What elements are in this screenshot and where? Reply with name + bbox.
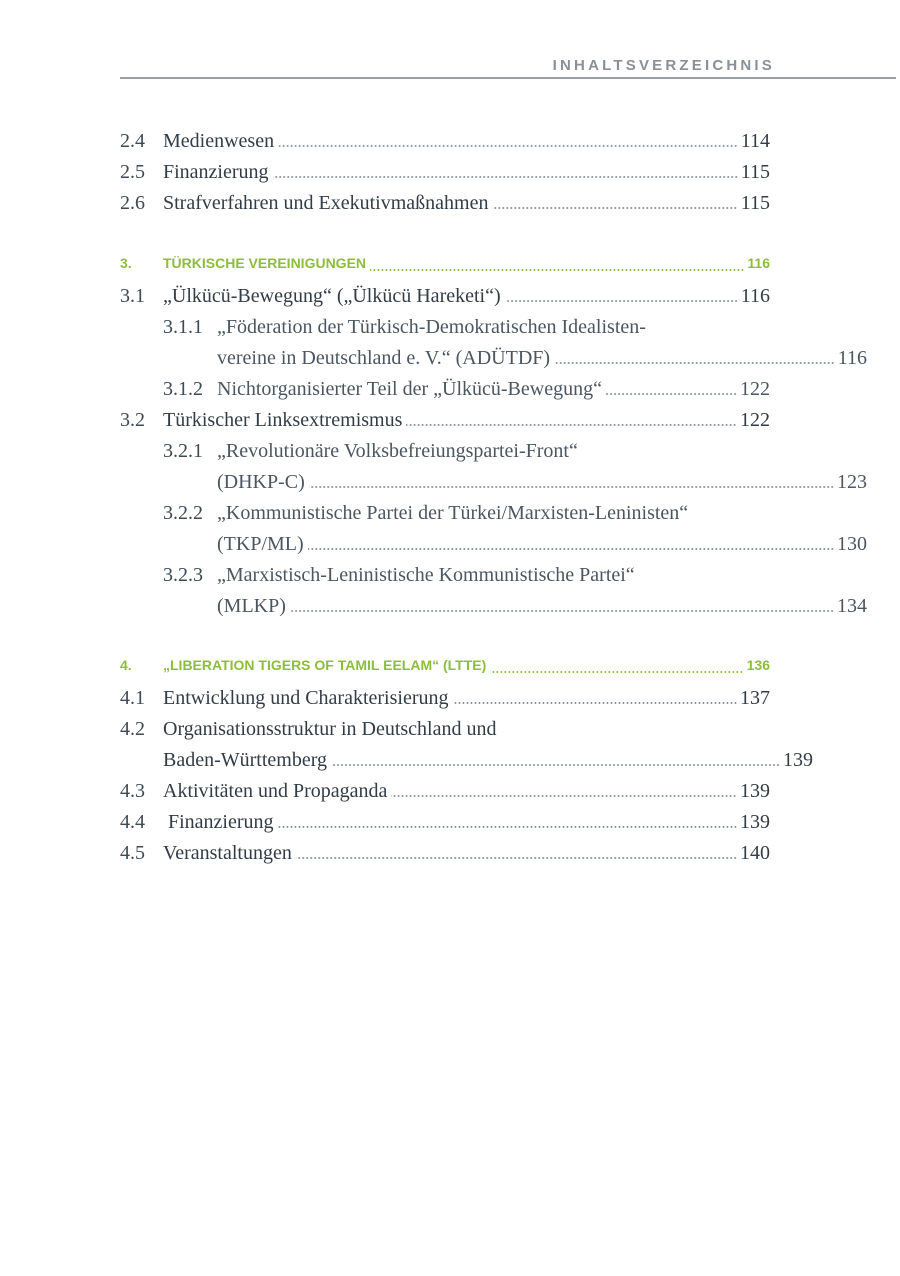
toc-title: „Föderation der Türkisch-Demokratischen Idealisten-: [217, 316, 646, 338]
toc-entry[interactable]: [120, 772, 770, 803]
leader-dots: [505, 300, 738, 302]
toc-number: 3.2: [120, 409, 145, 431]
toc-section-heading[interactable]: [120, 244, 770, 275]
toc-title: Finanzierung: [163, 161, 269, 183]
toc-page: 122: [740, 378, 770, 400]
toc-page: 136: [746, 657, 770, 673]
toc-title: Aktivitäten und Propaganda: [163, 780, 388, 802]
leader-dots: [278, 145, 738, 147]
leader-dots: [296, 857, 737, 859]
toc-entry[interactable]: [120, 184, 770, 215]
toc-entry[interactable]: [120, 494, 770, 525]
toc-number: 4.1: [120, 687, 145, 709]
toc-entry[interactable]: [120, 122, 770, 153]
toc-title: Finanzierung: [163, 811, 274, 833]
toc-page: 139: [740, 811, 770, 833]
toc-entry[interactable]: [120, 556, 770, 587]
toc-page: 137: [740, 687, 770, 709]
toc-number: 4.4: [120, 811, 145, 833]
toc-entry-continuation[interactable]: [120, 741, 813, 772]
toc-page: 116: [837, 347, 867, 369]
toc-entry-continuation[interactable]: [120, 587, 867, 618]
toc-title: „LIBERATION TIGERS OF TAMIL EELAM“ (LTTE): [163, 657, 487, 673]
leader-dots: [406, 424, 737, 426]
toc-number: 4.: [120, 657, 132, 673]
leader-dots: [606, 393, 737, 395]
toc-number: 4.5: [120, 842, 145, 864]
leader-dots: [492, 207, 737, 209]
toc-entry[interactable]: [120, 432, 770, 463]
leader-dots: [273, 176, 738, 178]
toc-page: 114: [740, 130, 770, 152]
toc-entry-continuation[interactable]: [120, 339, 867, 370]
toc-title: vereine in Deutschland e. V.“ (ADÜTDF): [217, 347, 551, 369]
leader-dots: [370, 269, 744, 271]
leader-dots: [391, 795, 737, 797]
toc-number: 3.2.2: [163, 502, 203, 524]
toc-page: 139: [783, 749, 813, 771]
toc-entry[interactable]: [120, 834, 770, 865]
toc-entry-continuation[interactable]: [120, 463, 867, 494]
toc-page: 115: [740, 192, 770, 214]
leader-dots: [490, 671, 743, 673]
toc-title: „Ülkücü-Bewegung“ („Ülkücü Hareketi“): [163, 285, 501, 307]
toc-entry[interactable]: [120, 679, 770, 710]
toc-number: 2.5: [120, 161, 145, 183]
leader-dots: [554, 362, 835, 364]
toc-page: 130: [837, 533, 867, 555]
toc-number: 3.1.2: [163, 378, 203, 400]
toc-title: Veranstaltungen: [163, 842, 292, 864]
toc-page: 140: [740, 842, 770, 864]
toc-number: 4.2: [120, 718, 145, 740]
leader-dots: [331, 764, 780, 766]
toc-page: 139: [740, 780, 770, 802]
leader-dots: [290, 610, 834, 612]
toc-entry[interactable]: [120, 277, 770, 308]
toc-title: (MLKP): [217, 595, 286, 617]
leader-dots: [278, 826, 737, 828]
toc-title: Medienwesen: [163, 130, 275, 152]
toc-entry[interactable]: [120, 803, 770, 834]
toc-page: 123: [837, 471, 867, 493]
toc-page: 116: [747, 255, 770, 271]
toc-entry[interactable]: [120, 153, 770, 184]
toc-entry-continuation[interactable]: [120, 525, 867, 556]
header-rule: [120, 77, 896, 79]
leader-dots: [309, 486, 834, 488]
running-header: INHALTSVERZEICHNIS: [552, 57, 775, 74]
toc-number: 2.4: [120, 130, 145, 152]
toc-title: „Kommunistische Partei der Türkei/Marxisten-Leninisten“: [217, 502, 689, 524]
toc-entry[interactable]: [120, 308, 770, 339]
toc-title: (DHKP-C): [217, 471, 305, 493]
toc-title: Baden-Württemberg: [163, 749, 328, 771]
toc-entry[interactable]: [120, 370, 770, 401]
toc-title: Entwicklung und Charakterisierung: [163, 687, 449, 709]
toc-page: 115: [740, 161, 770, 183]
toc-page: 122: [740, 409, 770, 431]
toc-title: TÜRKISCHE VEREINIGUNGEN: [163, 255, 367, 271]
toc-number: 3.: [120, 255, 132, 271]
toc-entry[interactable]: [120, 401, 770, 432]
leader-dots: [308, 548, 834, 550]
toc-section-heading[interactable]: [120, 646, 770, 677]
toc-page: 134: [837, 595, 867, 617]
toc-number: 3.2.1: [163, 440, 203, 462]
toc-number: 4.3: [120, 780, 145, 802]
toc-number: 3.2.3: [163, 564, 203, 586]
toc-number: 3.1.1: [163, 316, 203, 338]
leader-dots: [453, 702, 738, 704]
toc-title: (TKP/ML): [217, 533, 304, 555]
toc-number: 2.6: [120, 192, 145, 214]
toc-page: 116: [740, 285, 770, 307]
toc-number: 3.1: [120, 285, 145, 307]
toc-title: „Revolutionäre Volksbefreiungspartei-Front“: [217, 440, 578, 462]
toc-title: Türkischer Linksextremismus: [163, 409, 403, 431]
toc-title: Organisationsstruktur in Deutschland und: [163, 718, 497, 740]
toc-title: „Marxistisch-Leninistische Kommunistische Partei“: [217, 564, 635, 586]
toc-title: Nichtorganisierter Teil der „Ülkücü-Bewegung“: [217, 378, 602, 400]
toc-title: Strafverfahren und Exekutivmaßnahmen: [163, 192, 489, 214]
toc-entry[interactable]: [120, 710, 770, 741]
